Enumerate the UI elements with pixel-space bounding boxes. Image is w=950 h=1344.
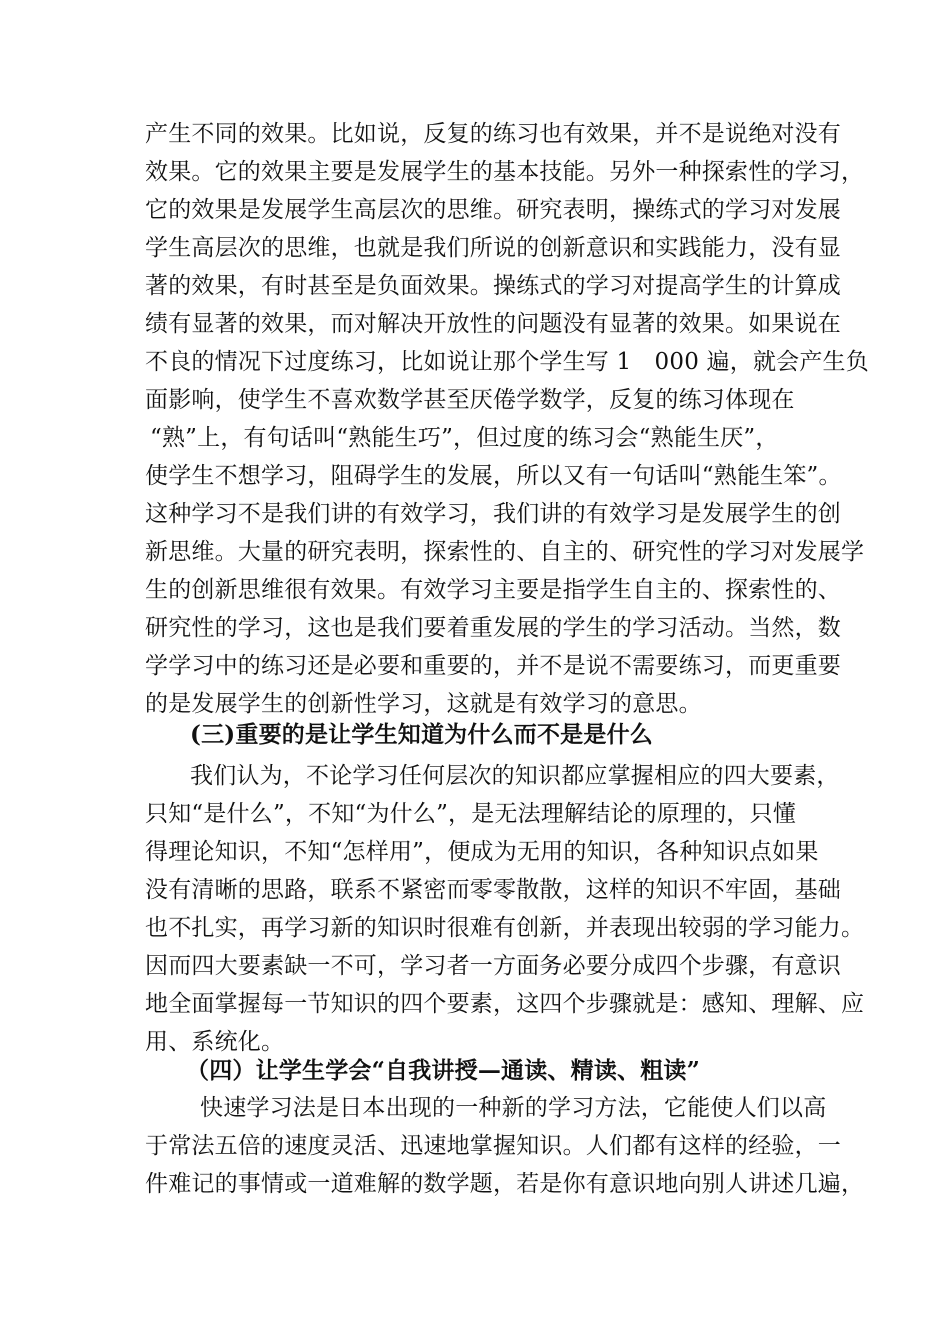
section-heading-3: (三)重要的是让学生知道为什么而不是是什么 bbox=[190, 721, 653, 748]
body-line: 使学生不想学习，阻碍学生的发展，所以又有一句话叫“熟能生笨”。 bbox=[145, 463, 842, 489]
body-line: 只知“是什么”，不知“为什么”，是无法理解结论的原理的，只懂 bbox=[145, 801, 797, 827]
body-line: 地全面掌握每一节知识的四个要素，这四个步骤就是：感知、理解、应 bbox=[145, 991, 865, 1017]
body-line: 研究性的学习，这也是我们要着重发展的学生的学习活动。当然，数 bbox=[145, 615, 841, 641]
body-line: 用、系统化。 bbox=[145, 1029, 285, 1055]
body-line: 面影响，使学生不喜欢数学甚至厌倦学数学，反复的练习体现在 bbox=[145, 387, 795, 413]
body-line: 于常法五倍的速度灵活、迅速地掌握知识。人们都有这样的经验，一 bbox=[145, 1133, 841, 1159]
body-line: 因而四大要素缺一不可，学习者一方面务必要分成四个步骤，有意识 bbox=[145, 953, 841, 979]
body-line: 学生高层次的思维，也就是我们所说的创新意识和实践能力，没有显 bbox=[145, 235, 841, 261]
body-line: 产生不同的效果。比如说，反复的练习也有效果，并不是说绝对没有 bbox=[145, 121, 841, 147]
section-heading-4: （四）让学生学会“自我讲授—通读、精读、粗读” bbox=[186, 1057, 701, 1084]
body-line: 这种学习不是我们讲的有效学习，我们讲的有效学习是发展学生的创 bbox=[145, 501, 841, 527]
body-line: 我们认为，不论学习任何层次的知识都应掌握相应的四大要素， bbox=[190, 763, 840, 789]
body-line: 效果。它的效果主要是发展学生的基本技能。另外一种探索性的学习， bbox=[145, 159, 865, 185]
body-line: 没有清晰的思路，联系不紧密而零零散散，这样的知识不牢固，基础 bbox=[145, 877, 841, 903]
body-line: 不良的情况下过度练习，比如说让那个学生写 1 000 遍，就会产生负 bbox=[145, 349, 869, 375]
body-line: 的是发展学生的创新性学习，这就是有效学习的意思。 bbox=[145, 691, 702, 717]
body-line: 得理论知识，不知“怎样用”，便成为无用的知识，各种知识点如果 bbox=[145, 839, 819, 865]
body-line: 也不扎实，再学习新的知识时很难有创新，并表现出较弱的学习能力。 bbox=[145, 915, 865, 941]
body-line: 快速学习法是日本出现的一种新的学习方法，它能使人们以高 bbox=[200, 1095, 827, 1121]
body-line: 新思维。大量的研究表明，探索性的、自主的、研究性的学习对发展学 bbox=[145, 539, 865, 565]
body-line: 学学习中的练习还是必要和重要的，并不是说不需要练习，而更重要 bbox=[145, 653, 841, 679]
body-line: “熟”上，有句话叫“熟能生巧”，但过度的练习会“熟能生厌”， bbox=[150, 425, 779, 451]
body-line: 件难记的事情或一道难解的数学题，若是你有意识地向别人讲述几遍， bbox=[145, 1171, 865, 1197]
body-line: 它的效果是发展学生高层次的思维。研究表明，操练式的学习对发展 bbox=[145, 197, 841, 223]
body-line: 生的创新思维很有效果。有效学习主要是指学生自主的、探索性的、 bbox=[145, 577, 841, 603]
body-line: 著的效果，有时甚至是负面效果。操练式的学习对提高学生的计算成 bbox=[145, 273, 841, 299]
body-line: 绩有显著的效果，而对解决开放性的问题没有显著的效果。如果说在 bbox=[145, 311, 841, 337]
